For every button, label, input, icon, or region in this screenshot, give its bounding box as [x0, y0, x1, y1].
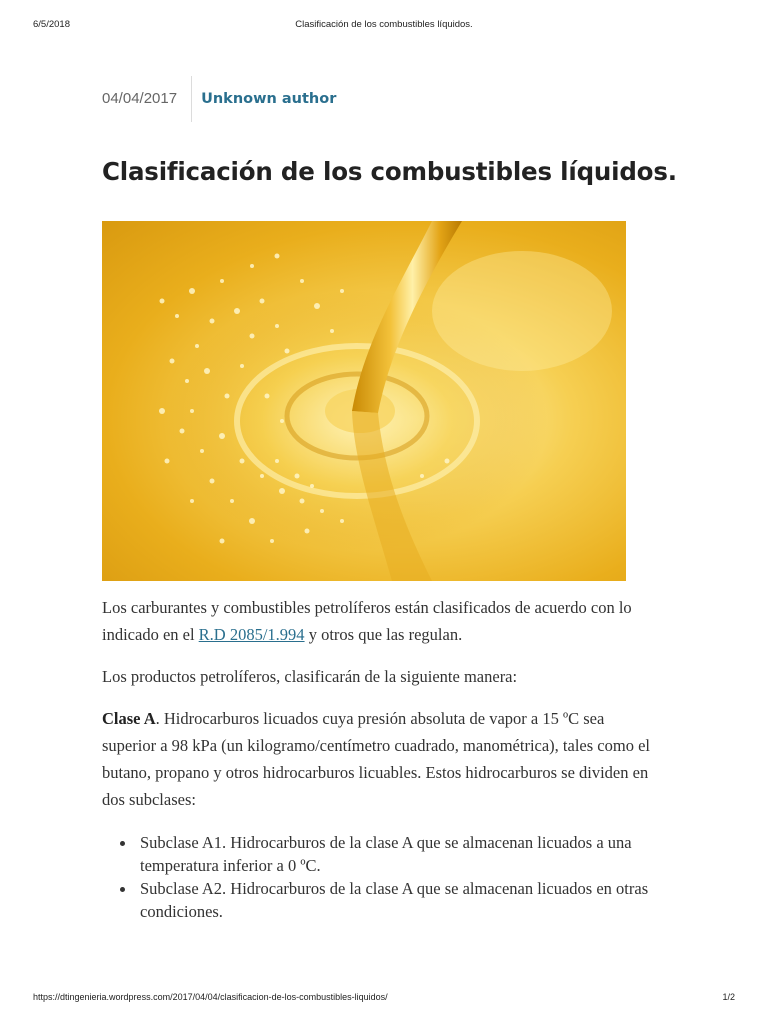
- print-title: Clasificación de los combustibles líquidos.: [295, 19, 473, 30]
- print-header: [0, 19, 768, 33]
- class-a-label: Clase A: [102, 709, 156, 728]
- rd-link[interactable]: R.D 2085/1.994: [198, 625, 305, 644]
- post-title: Clasificación de los combustibles líquidos.: [102, 157, 677, 186]
- list-item: Subclase A1. Hidrocarburos de la clase A que se almacenan licuados a una temperatura inferior a 0 ºC.: [140, 831, 662, 877]
- classification-paragraph: Los productos petrolíferos, clasificarán de la siguiente manera:: [102, 667, 518, 686]
- list-item: Subclase A2. Hidrocarburos de la clase A que se almacenan licuados en otras condiciones.: [140, 877, 662, 923]
- intro-text-after: y otros que las regulan.: [304, 625, 463, 644]
- oil-pour-illustration: [102, 221, 626, 581]
- print-url: https://dtingenieria.wordpress.com/2017/04/04/clasificacion-de-los-combustibles-liquidos/: [33, 992, 388, 1002]
- post-content: [102, 594, 662, 923]
- post-meta: [102, 76, 336, 122]
- author-link[interactable]: Unknown author: [201, 91, 337, 107]
- post-date: 04/04/2017: [102, 90, 178, 107]
- class-a-text: . Hidrocarburos licuados cuya presión absoluta de vapor a 15 ºC sea superior a 98 kPa (un kilogramo/centímetro cuadrado, manométrica), tales como el butano, propano y otros hidrocarburos licuables. Estos hidrocarburos se dividen en dos subclases:: [102, 709, 650, 809]
- class-a-paragraph: [102, 705, 662, 813]
- subclass-list: [102, 831, 662, 923]
- print-date: 6/5/2018: [33, 19, 70, 30]
- intro-text: Los carburantes y combustibles petrolíferos están clasificados de acuerdo con lo indicado en el: [102, 598, 632, 644]
- page-number: 1/2: [722, 992, 735, 1002]
- intro-paragraph: [102, 594, 662, 648]
- print-footer: [0, 992, 768, 1006]
- hero-image-oil-pour: [102, 221, 626, 581]
